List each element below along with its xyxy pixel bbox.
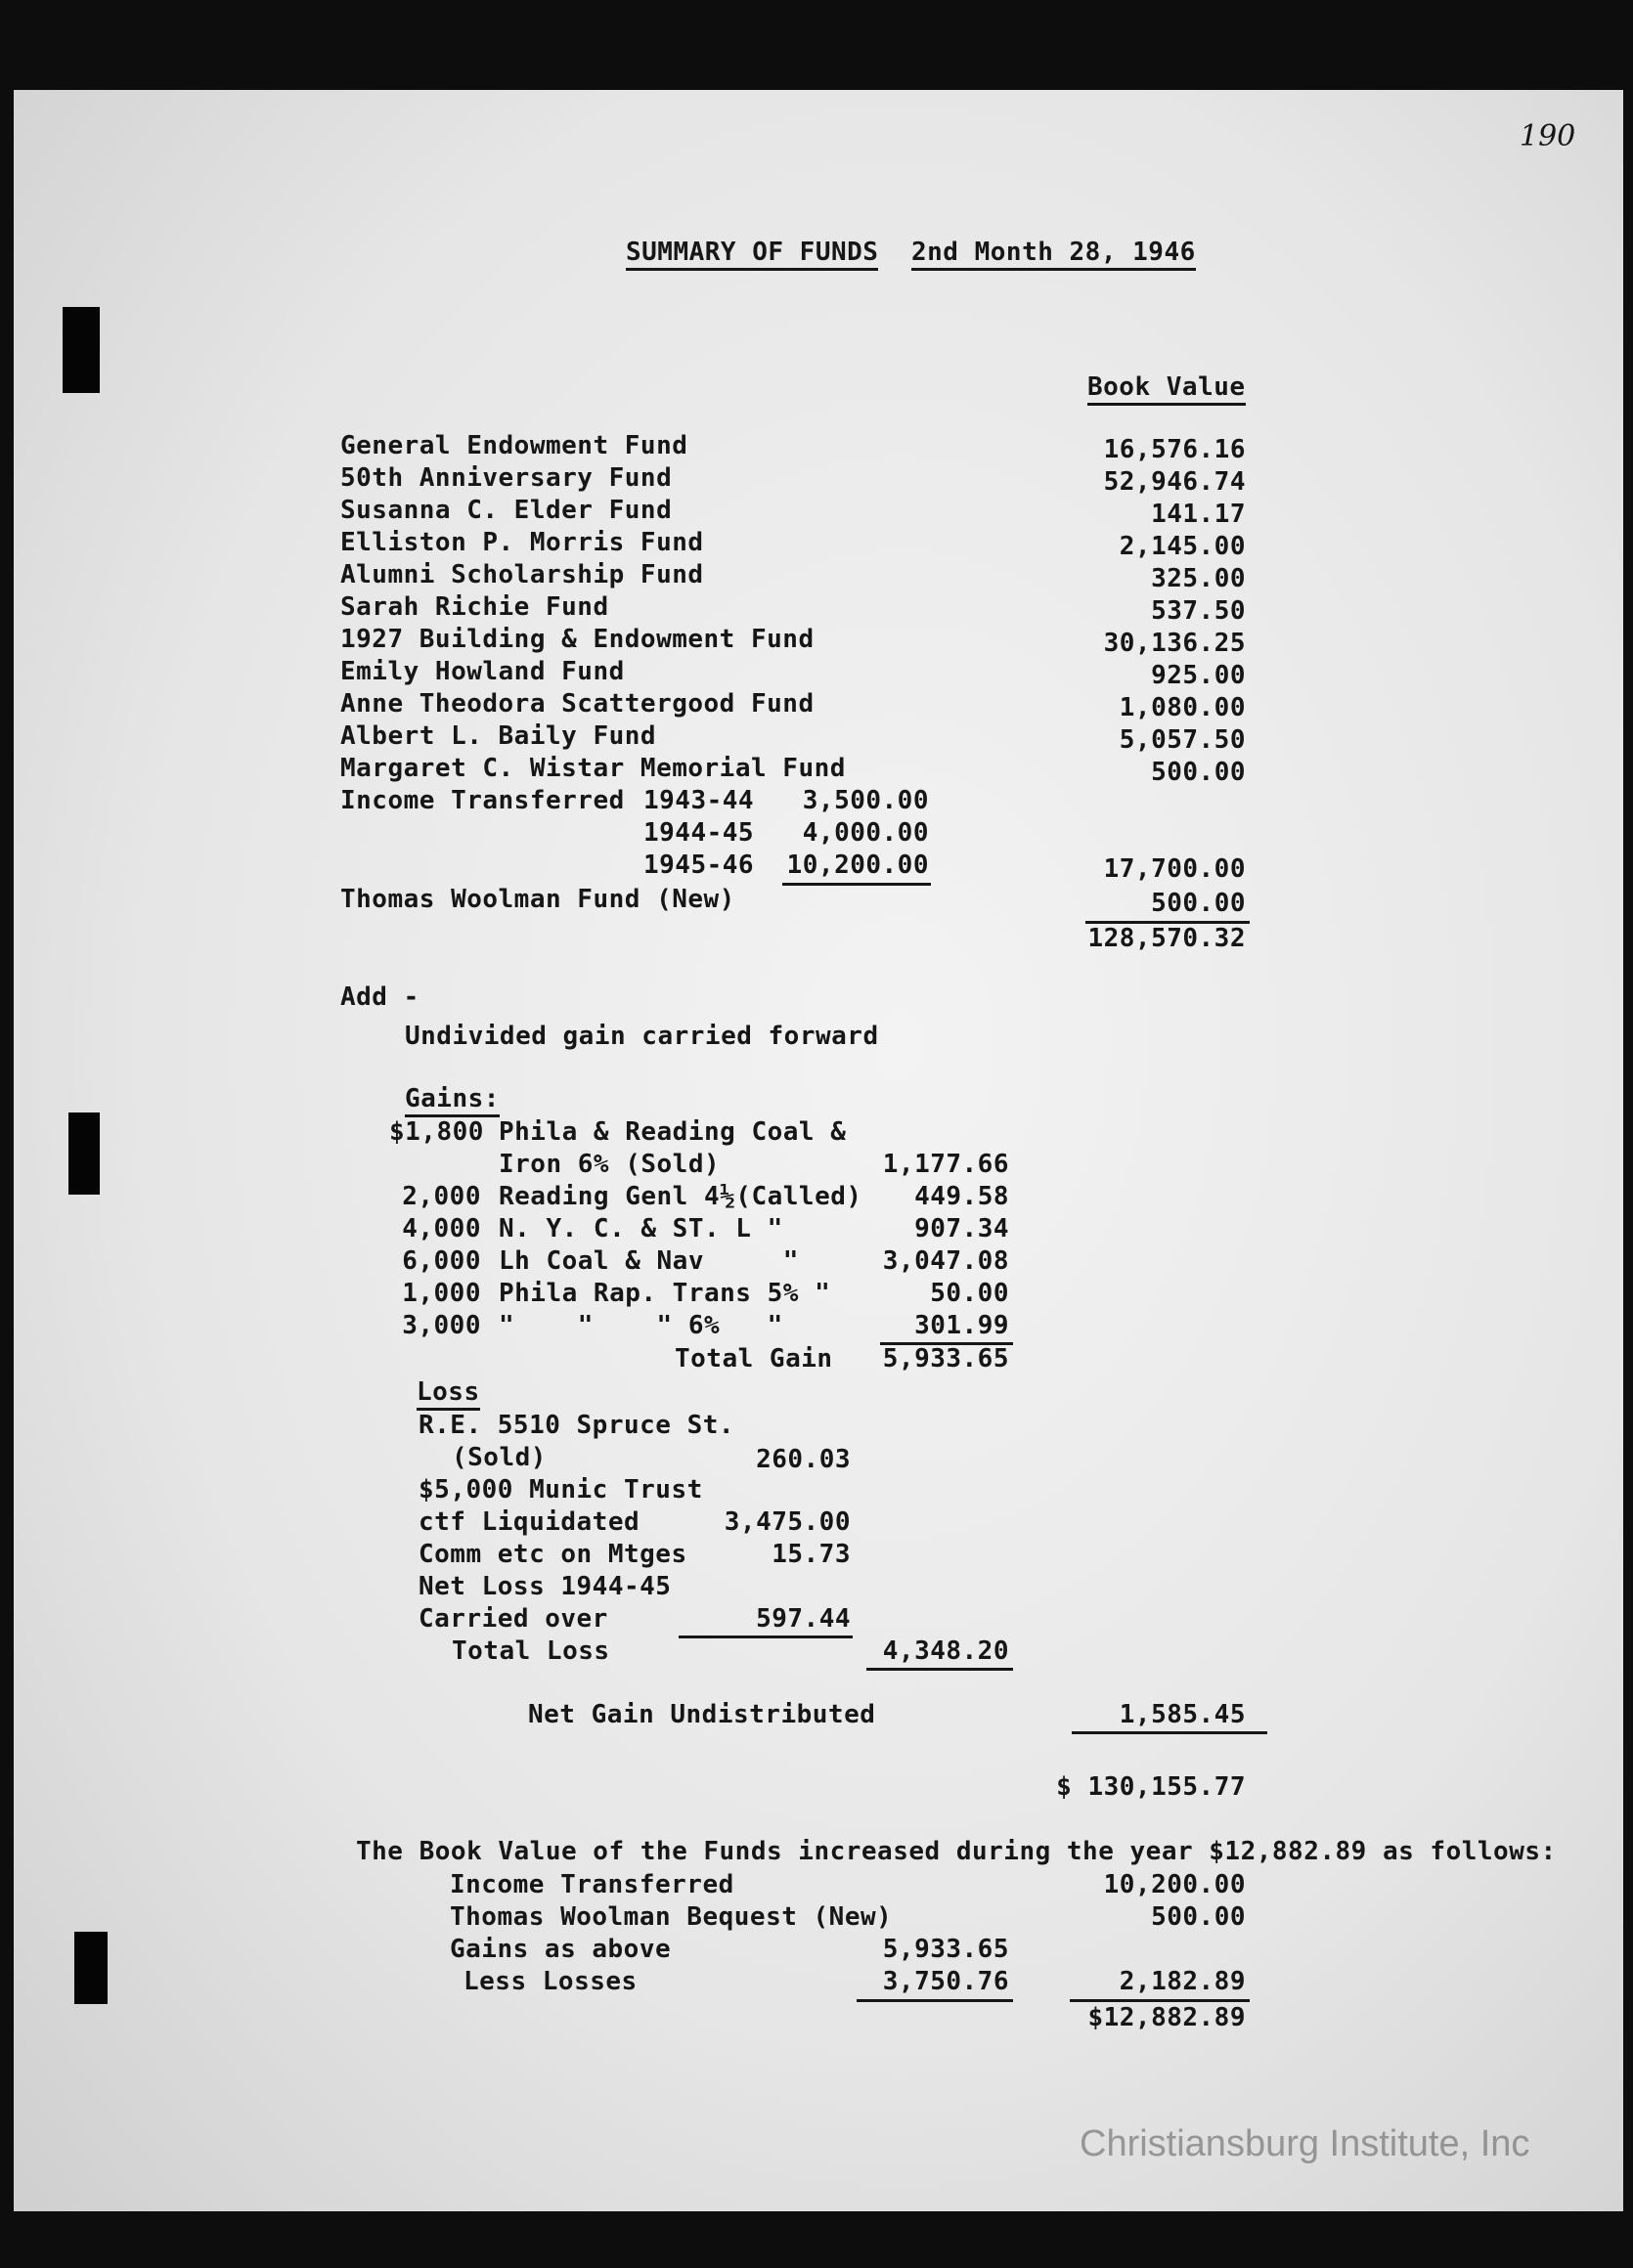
loss-desc: (Sold) bbox=[452, 1443, 547, 1472]
gain-qty: 3,000 bbox=[402, 1311, 481, 1340]
gain-amount: 1,177.66 bbox=[882, 1150, 1009, 1179]
fund-name: Anne Theodora Scattergood Fund bbox=[340, 689, 815, 719]
fund-name: 1927 Building & Endowment Fund bbox=[340, 625, 815, 654]
loss-desc: R.E. 5510 Spruce St. bbox=[419, 1411, 735, 1440]
fund-name: Sarah Richie Fund bbox=[340, 592, 609, 622]
loss-desc: $5,000 Munic Trust bbox=[419, 1475, 703, 1505]
fund-value: 5,057.50 bbox=[1119, 725, 1246, 755]
gain-desc: Reading Genl 4½(Called) bbox=[499, 1182, 862, 1211]
income-transferred-label: Income Transferred bbox=[340, 786, 625, 815]
less-losses-label: Less Losses bbox=[463, 1967, 638, 1996]
gain-amount: 907.34 bbox=[914, 1214, 1009, 1243]
watermark: Christiansburg Institute, Inc bbox=[1080, 2123, 1530, 2164]
gain-qty: 2,000 bbox=[402, 1182, 481, 1211]
fund-value: 500.00 bbox=[1151, 758, 1246, 787]
loss-amount: 597.44 bbox=[756, 1604, 851, 1634]
total-loss-label: Total Loss bbox=[452, 1636, 610, 1666]
gains-as-above-label: Gains as above bbox=[450, 1935, 672, 1964]
income-amount: 10,200.00 bbox=[786, 850, 929, 880]
grand-total: $ 130,155.77 bbox=[1056, 1772, 1246, 1802]
loss-amount: 3,475.00 bbox=[724, 1507, 851, 1537]
fund-name: General Endowment Fund bbox=[340, 431, 688, 460]
net-gain-rule bbox=[1072, 1731, 1267, 1734]
fund-name: Emily Howland Fund bbox=[340, 657, 625, 686]
loss-desc: Carried over bbox=[419, 1604, 608, 1634]
gain-desc: Iron 6% (Sold) bbox=[499, 1150, 721, 1179]
increase-label: Income Transferred bbox=[450, 1870, 734, 1899]
gains-as-above: 5,933.65 bbox=[882, 1935, 1009, 1964]
fund-name: Elliston P. Morris Fund bbox=[340, 528, 704, 557]
gain-desc: Phila Rap. Trans 5% " bbox=[499, 1279, 831, 1308]
fund-name: Margaret C. Wistar Memorial Fund bbox=[340, 754, 846, 783]
income-amount: 4,000.00 bbox=[802, 818, 929, 848]
total-gain-label: Total Gain bbox=[675, 1344, 833, 1374]
funds-total: 128,570.32 bbox=[1087, 924, 1246, 953]
gain-desc: Lh Coal & Nav " bbox=[499, 1246, 799, 1276]
total-loss: 4,348.20 bbox=[882, 1636, 1009, 1666]
loss-desc: Comm etc on Mtges bbox=[419, 1540, 687, 1569]
fund-value: 141.17 bbox=[1151, 500, 1246, 529]
fund-value: 325.00 bbox=[1151, 564, 1246, 593]
increase-total: $12,882.89 bbox=[1087, 2003, 1246, 2032]
undivided-label: Undivided gain carried forward bbox=[405, 1022, 879, 1051]
binder-mark-middle bbox=[68, 1112, 100, 1195]
gain-qty: 1,000 bbox=[402, 1279, 481, 1308]
less-losses-rule bbox=[857, 1999, 1013, 2002]
fund-value: 52,946.74 bbox=[1103, 467, 1246, 497]
net-gain-label: Net Gain Undistributed bbox=[528, 1700, 876, 1729]
loss-label: Loss bbox=[417, 1376, 480, 1411]
loss-desc: Net Loss 1944-45 bbox=[419, 1572, 672, 1601]
gain-desc: N. Y. C. & ST. L " bbox=[499, 1214, 783, 1243]
gain-amount: 3,047.08 bbox=[882, 1246, 1009, 1276]
gain-amount: 301.99 bbox=[914, 1311, 1009, 1340]
losses-rule bbox=[679, 1636, 853, 1638]
fund-name: Albert L. Baily Fund bbox=[340, 721, 657, 751]
net-increase-part: 2,182.89 bbox=[1119, 1967, 1246, 1996]
total-gain: 5,933.65 bbox=[882, 1344, 1009, 1374]
document-title: SUMMARY OF FUNDS bbox=[626, 237, 878, 271]
fund-name: Alumni Scholarship Fund bbox=[340, 560, 704, 589]
increase-value: 500.00 bbox=[1151, 1902, 1246, 1932]
increase-label: Thomas Woolman Bequest (New) bbox=[450, 1902, 893, 1932]
fund-value: 2,145.00 bbox=[1119, 532, 1246, 561]
gain-amount: 50.00 bbox=[930, 1279, 1009, 1308]
document-page bbox=[14, 90, 1623, 2211]
gain-desc: Phila & Reading Coal & bbox=[499, 1117, 847, 1147]
loss-amount: 15.73 bbox=[772, 1540, 851, 1569]
fund-value: 30,136.25 bbox=[1103, 629, 1246, 658]
income-year: 1944-45 bbox=[643, 818, 755, 848]
income-year: 1943-44 bbox=[643, 786, 755, 815]
loss-amount: 260.03 bbox=[756, 1445, 851, 1474]
income-year: 1945-46 bbox=[643, 850, 755, 880]
gains-label: Gains: bbox=[405, 1083, 500, 1117]
less-losses: 3,750.76 bbox=[882, 1967, 1009, 1996]
gain-qty: $1,800 bbox=[389, 1117, 484, 1147]
total-loss-rule bbox=[866, 1668, 1013, 1671]
fund-value: 537.50 bbox=[1151, 596, 1246, 626]
fund-value: 500.00 bbox=[1151, 889, 1246, 918]
fund-name: Thomas Woolman Fund (New) bbox=[340, 885, 735, 914]
increase-sentence: The Book Value of the Funds increased during the year $12,882.89 as follows: bbox=[356, 1837, 1557, 1866]
add-label: Add - bbox=[340, 982, 419, 1012]
gain-qty: 4,000 bbox=[402, 1214, 481, 1243]
book-value-header: Book Value bbox=[1087, 371, 1246, 406]
income-total: 17,700.00 bbox=[1103, 854, 1246, 884]
increase-value: 10,200.00 bbox=[1103, 1870, 1246, 1899]
page-number: 190 bbox=[1520, 119, 1576, 153]
fund-value: 1,080.00 bbox=[1119, 693, 1246, 722]
fund-value: 16,576.16 bbox=[1103, 435, 1246, 464]
gain-desc: " " " 6% " bbox=[499, 1311, 783, 1340]
binder-mark-top bbox=[63, 307, 100, 393]
fund-value: 925.00 bbox=[1151, 661, 1246, 690]
fund-name: Susanna C. Elder Fund bbox=[340, 496, 673, 525]
income-underline bbox=[782, 883, 931, 886]
gain-amount: 449.58 bbox=[914, 1182, 1009, 1211]
binder-mark-bottom bbox=[74, 1932, 108, 2004]
fund-name: 50th Anniversary Fund bbox=[340, 463, 673, 493]
net-gain: 1,585.45 bbox=[1119, 1700, 1246, 1729]
document-date: 2nd Month 28, 1946 bbox=[911, 237, 1196, 271]
loss-desc: ctf Liquidated bbox=[419, 1507, 640, 1537]
income-amount: 3,500.00 bbox=[802, 786, 929, 815]
gain-qty: 6,000 bbox=[402, 1246, 481, 1276]
